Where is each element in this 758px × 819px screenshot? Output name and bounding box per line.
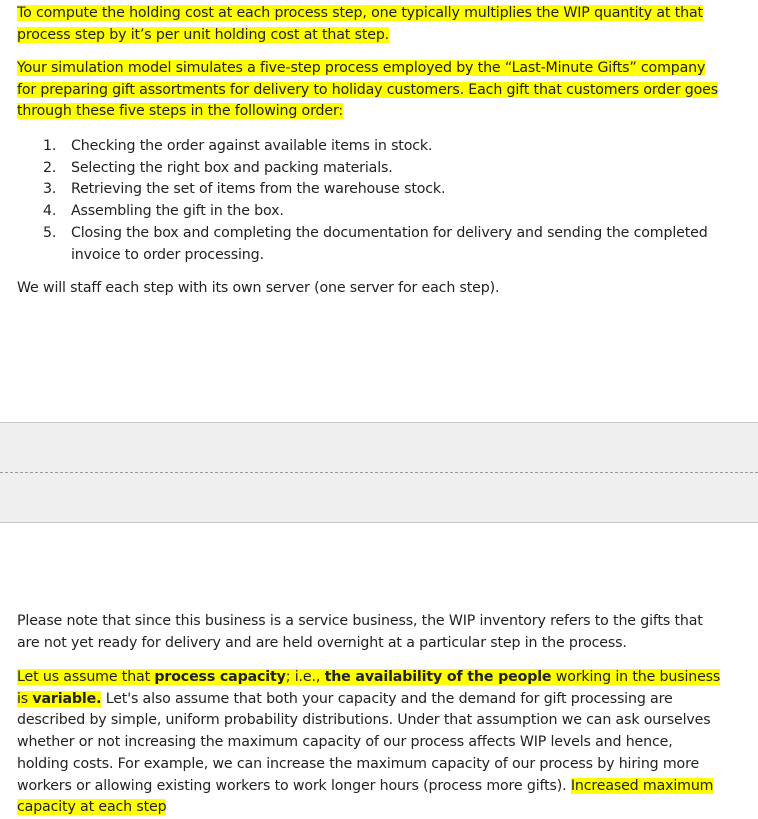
paragraph-staffing: We will staff each step with its own server (one server for each step).	[17, 280, 500, 296]
paragraph-simulation-model	[17, 58, 727, 123]
process-steps-list	[43, 136, 723, 266]
list-item: 1. Checking the order against available items in stock.	[43, 138, 433, 154]
list-item: 2. Selecting the right box and packing materials.	[43, 159, 393, 176]
highlighted-text: Increased maximum capacity at each step	[17, 777, 714, 816]
paragraph-holding-cost	[17, 3, 727, 46]
page-gap	[0, 422, 758, 523]
highlighted-text: Let us assume that process capacity; i.e., the availability of the people working in the business is variable.	[17, 669, 721, 707]
paragraph-wip-inventory: Please note that since this business is a service business, the WIP inventory refers to the gifts that are not yet ready for delivery and are held overnight at a particular step in the process.	[17, 613, 703, 651]
highlighted-text: Your simulation model simulates a five-step process employed by the “Last-Minute Gifts” company for preparing gift assortments for delivery to holiday customers. Each gift that customers order goes through these five steps in the following order:	[17, 60, 718, 120]
document-page-2	[0, 523, 758, 816]
highlighted-text: To compute the holding cost at each process step, one typically multiplies the WIP quantity at that process step by it’s per unit holding cost at that step.	[17, 5, 703, 43]
list-item: 4. Assembling the gift in the box.	[43, 203, 284, 220]
list-item: 5. Closing the box and completing the documentation for delivery and sending the completed invoice to order processing.	[43, 224, 708, 263]
paragraph-capacity: Let us assume that process capacity; i.e., the availability of the people working in the business is variable. Let's also assume that both your capacity and the demand for gift processing are described by simple, uniform probability distributions. Under that assumption we can ask ourselves whether or not increasing the maximum capacity of our process affects WIP levels and hence, holding costs. For example, we can increase the maximum capacity of our process by hiring more workers or allowing existing workers to work longer hours (process more gifts). Increased maximum capacity at each step	[17, 669, 721, 816]
list-item: 3. Retrieving the set of items from the warehouse stock.	[43, 181, 446, 198]
page-break-divider	[0, 472, 758, 473]
